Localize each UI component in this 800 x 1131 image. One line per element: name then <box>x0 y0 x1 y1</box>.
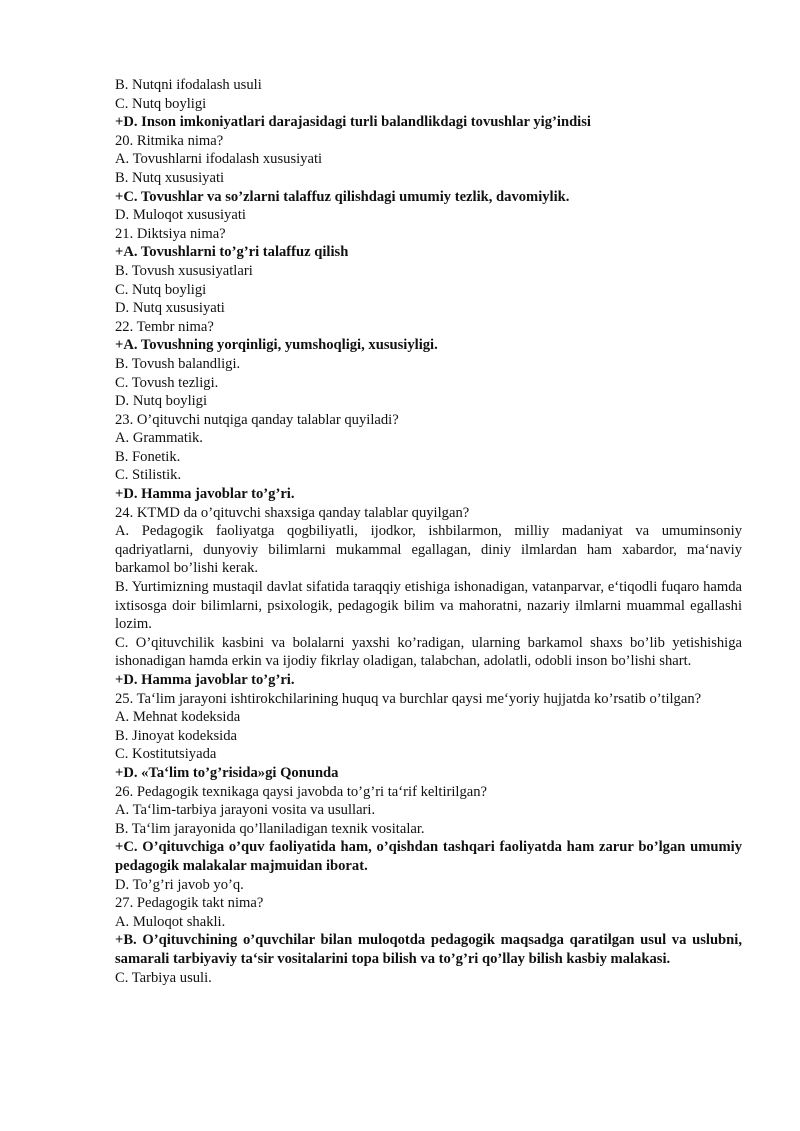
text-line: C. Tarbiya usuli. <box>115 969 212 986</box>
answer-line: +C. O’qituvchiga o’quv faoliyatida ham, o’qishdan tashqari faoliyatda ham zarur bo’lgan umumiy pedagogik malakalar majmuidan iborat. <box>115 839 742 874</box>
text-line: 25. Ta‘lim jarayoni ishtirokchilarining huquq va burchlar qaysi me‘yoriy hujjatda ko’rsatib o’tilgan? <box>115 690 702 707</box>
text-line: B. Fonetik. <box>115 448 181 465</box>
text-line: B. Nutqni ifodalash usuli <box>115 77 262 93</box>
text-line: A. Pedagogik faoliyatga qogbiliyatli, ijodkor, ishbilarmon, milliy madaniyat va umuminsoniy qadriyatlarni, dunyoviy bilimlarni mukammal egallagan, diniy ilmlardan ham xabardor, ma‘naviy barkamol bo’lishi kerak. <box>115 523 742 577</box>
text-line: C. Kostitutsiyada <box>115 746 217 763</box>
text-line: A. Grammatik. <box>115 430 203 447</box>
answer-line: +D. Inson imkoniyatlari darajasidagi turli balandlikdagi tovushlar yig’indisi <box>115 114 591 131</box>
text-line: 23. O’qituvchi nutqiga qanday talablar quyiladi? <box>115 411 399 428</box>
text-line: 20. Ritmika nima? <box>115 132 224 149</box>
text-line: B. Nutq xususiyati <box>115 169 225 186</box>
text-line: C. Stilistik. <box>115 467 182 484</box>
answer-line: +A. Tovushning yorqinligi, yumshoqligi, xususiyligi. <box>115 337 438 354</box>
text-line: D. Nutq xususiyati <box>115 300 225 317</box>
answer-line: +D. Hamma javoblar to’g’ri. <box>115 486 295 503</box>
text-line: D. Muloqot xususiyati <box>115 207 246 224</box>
text-line: B. Tovush balandligi. <box>115 355 241 372</box>
document-text <box>115 76 742 987</box>
text-line: 21. Diktsiya nima? <box>115 225 226 242</box>
text-line: D. Nutq boyligi <box>115 393 208 410</box>
text-line: A. Ta‘lim-tarbiya jarayoni vosita va usullari. <box>115 802 376 819</box>
text-line: B. Tovush xususiyatlari <box>115 262 253 279</box>
text-line: C. Nutq boyligi <box>115 281 207 298</box>
text-line: D. To’g’ri javob yo’q. <box>115 876 244 893</box>
text-line: B. Ta‘lim jarayonida qo’llaniladigan texnik vositalar. <box>115 820 425 837</box>
text-line: C. Tovush tezligi. <box>115 374 219 391</box>
text-line: 22. Tembr nima? <box>115 318 214 335</box>
text-line: 24. KTMD da o’qituvchi shaxsiga qanday talablar quyilgan? <box>115 504 470 521</box>
answer-line: +B. O’qituvchining o’quvchilar bilan muloqotda pedagogik maqsadga qaratilgan usul va uslubni, samarali tarbiyaviy ta‘sir vositalarini topa bilish va to’g’ri qo’llay bilish kasbiy malakasi. <box>115 932 742 967</box>
text-line: 26. Pedagogik texnikaga qaysi javobda to’g’ri ta‘rif keltirilgan? <box>115 783 488 800</box>
answer-line: +A. Tovushlarni to’g’ri talaffuz qilish <box>115 244 349 261</box>
text-line: B. Yurtimizning mustaqil davlat sifatida taraqqiy etishiga ishonadigan, vatanparvar, e‘tiqodli fuqaro hamda ixtisosga doir bilimlarni, psixologik, pedagogik bilim va mahoratni, nazariy ilmlarni muammal egallashi lozim. <box>115 579 742 633</box>
answer-line: +C. Tovushlar va so’zlarni talaffuz qilishdagi umumiy tezlik, davomiylik. <box>115 188 570 205</box>
text-line: A. Tovushlarni ifodalash xususiyati <box>115 151 323 168</box>
answer-line: +D. «Ta‘lim to’g’risida»gi Qonunda <box>115 764 339 781</box>
text-line: C. O’qituvchilik kasbini va bolalarni yaxshi ko’radigan, ularning barkamol shaxs bo’lib yetishishiga ishonadigan hamda erkin va ijodiy fikrlay oladigan, talabchan, adolatli, odobli inson bo’lishi shart. <box>115 634 742 670</box>
text-line: C. Nutq boyligi <box>115 95 207 112</box>
text-line: A. Muloqot shakli. <box>115 913 226 930</box>
text-line: B. Jinoyat kodeksida <box>115 727 238 744</box>
text-line: 27. Pedagogik takt nima? <box>115 895 264 912</box>
answer-line: +D. Hamma javoblar to’g’ri. <box>115 672 295 688</box>
text-line: A. Mehnat kodeksida <box>115 709 241 726</box>
